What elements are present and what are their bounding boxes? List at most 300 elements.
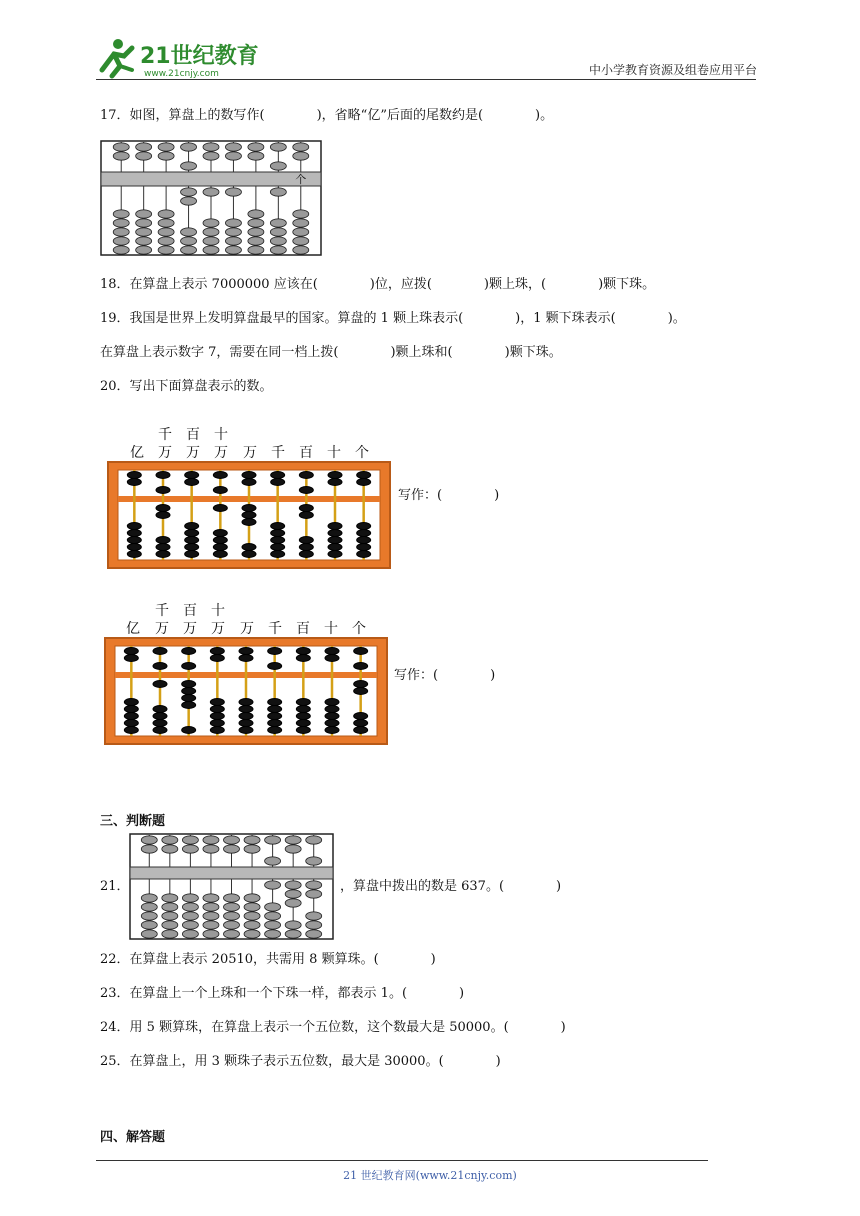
abacus-bead <box>153 720 167 727</box>
abacus-bead <box>124 727 138 734</box>
label-bottom: 万 <box>243 445 257 461</box>
abacus-bead <box>182 836 198 844</box>
abacus-bead <box>354 727 368 734</box>
abacus-bead <box>299 512 313 519</box>
abacus-bead <box>203 237 219 245</box>
abacus-bead <box>306 857 322 865</box>
abacus-bead <box>248 210 264 218</box>
abacus-bead <box>158 228 174 236</box>
abacus-bead <box>357 530 371 537</box>
abacus-bead <box>185 530 199 537</box>
abacus-bead <box>224 894 240 902</box>
abacus-bead <box>225 219 241 227</box>
abacus-bead <box>299 551 313 558</box>
abacus-bead <box>271 523 285 530</box>
label-bottom: 万 <box>240 621 254 637</box>
abacus-bead <box>182 702 196 709</box>
abacus-bead <box>268 699 282 706</box>
abacus-bead <box>203 912 219 920</box>
label-top: 十 <box>214 427 228 443</box>
abacus-bead <box>113 237 129 245</box>
abacus-bead <box>210 720 224 727</box>
abacus-bead <box>162 903 178 911</box>
abacus-bead <box>203 894 219 902</box>
abacus-bead <box>296 655 310 662</box>
abacus-bead <box>113 228 129 236</box>
abacus-bead <box>296 720 310 727</box>
abacus-orange-2 <box>103 636 389 750</box>
abacus-bead <box>306 921 322 929</box>
abacus-bead <box>242 512 256 519</box>
question-23: 23．在算盘上一个上珠和一个下珠一样，都表示 1。( ) <box>100 986 465 1001</box>
section-3-title: 三、判断题 <box>100 814 166 829</box>
abacus-bead <box>141 903 157 911</box>
abacus-bead <box>124 713 138 720</box>
abacus-bead <box>156 505 170 512</box>
abacus-bead <box>285 836 301 844</box>
abacus-bead <box>181 246 197 254</box>
abacus-bead <box>213 472 227 479</box>
abacus-bead <box>203 836 219 844</box>
abacus-bead <box>328 551 342 558</box>
abacus-bead <box>224 836 240 844</box>
abacus-bead <box>293 143 309 151</box>
abacus-bead <box>113 143 129 151</box>
abacus-bead <box>124 699 138 706</box>
abacus-bead <box>354 688 368 695</box>
abacus-bead <box>210 699 224 706</box>
abacus-bead <box>182 912 198 920</box>
abacus-bead <box>158 237 174 245</box>
abacus-bead <box>239 655 253 662</box>
logo-url: www.21cnjy.com <box>144 69 219 79</box>
abacus-bead <box>141 930 157 938</box>
abacus-bead <box>185 472 199 479</box>
abacus-bead <box>242 479 256 486</box>
abacus-bead <box>158 219 174 227</box>
label-bottom: 百 <box>296 621 310 637</box>
abacus-bead <box>270 246 286 254</box>
abacus-bead <box>325 699 339 706</box>
abacus-bead <box>265 857 281 865</box>
label-bottom: 个 <box>352 621 366 637</box>
abacus-bead <box>185 544 199 551</box>
abacus-bead <box>242 551 256 558</box>
abacus-bead <box>213 551 227 558</box>
abacus-bead <box>293 210 309 218</box>
abacus-bead <box>156 512 170 519</box>
abacus-bead <box>156 487 170 494</box>
abacus-bead <box>213 530 227 537</box>
abacus-bead <box>265 921 281 929</box>
abacus-bead <box>244 894 260 902</box>
abacus-bead <box>224 921 240 929</box>
abacus-bead <box>270 143 286 151</box>
abacus-bead <box>354 663 368 670</box>
abacus-bead <box>248 143 264 151</box>
question-19-line1: 19．我国是世界上发明算盘最早的国家。算盘的 1 颗上珠表示( )，1 颗下珠表示( )。 <box>100 311 686 326</box>
abacus-bead <box>136 228 152 236</box>
abacus-bead <box>268 706 282 713</box>
label-bottom: 十 <box>327 445 341 461</box>
abacus-bead <box>213 487 227 494</box>
abacus-bead <box>248 152 264 160</box>
abacus-bead <box>268 720 282 727</box>
abacus-bead <box>158 152 174 160</box>
abacus-bead <box>203 188 219 196</box>
abacus-bead <box>136 237 152 245</box>
question-21-number: 21． <box>100 879 130 894</box>
header-platform-text: 中小学教育资源及组卷应用平台 <box>588 63 757 77</box>
abacus-bead <box>203 152 219 160</box>
label-bottom: 千 <box>268 621 282 637</box>
question-18: 18．在算盘上表示 7000000 应该在( )位，应拨( )颗上珠，( )颗下珠。 <box>100 277 656 292</box>
label-bottom: 万 <box>158 445 172 461</box>
abacus-bead <box>225 237 241 245</box>
abacus-bead <box>153 706 167 713</box>
abacus-bead <box>224 903 240 911</box>
question-24: 24．用 5 颗算珠，在算盘上表示一个五位数，这个数最大是 50000。( ) <box>100 1020 566 1035</box>
abacus-bead <box>306 890 322 898</box>
abacus-bead <box>265 930 281 938</box>
header-divider <box>96 79 756 80</box>
abacus-bead <box>306 930 322 938</box>
abacus-bead <box>357 523 371 530</box>
abacus-bead <box>181 188 197 196</box>
write-answer-2: 写作：( ) <box>394 668 496 683</box>
abacus-bead <box>113 152 129 160</box>
abacus-bead <box>182 845 198 853</box>
abacus-bead <box>127 551 141 558</box>
abacus-bead <box>328 544 342 551</box>
abacus-bead <box>124 720 138 727</box>
abacus-bead <box>182 727 196 734</box>
abacus-bead <box>141 836 157 844</box>
abacus-bead <box>270 162 286 170</box>
abacus-bead <box>325 720 339 727</box>
abacus-bead <box>127 537 141 544</box>
question-25: 25．在算盘上，用 3 颗珠子表示五位数，最大是 30000。( ) <box>100 1054 501 1069</box>
abacus-bead <box>203 246 219 254</box>
abacus-bead <box>158 143 174 151</box>
abacus-bead <box>182 921 198 929</box>
abacus-bead <box>299 544 313 551</box>
abacus-bead <box>242 505 256 512</box>
abacus-bead <box>185 537 199 544</box>
abacus-bead <box>162 912 178 920</box>
abacus-bead <box>225 246 241 254</box>
abacus-bead <box>285 921 301 929</box>
label-top: 千 <box>155 603 169 619</box>
abacus-bead <box>185 523 199 530</box>
logo-text: 21世纪教育 <box>140 44 259 69</box>
abacus-bead <box>182 681 196 688</box>
abacus-gray-q17 <box>100 140 322 260</box>
abacus-bead <box>113 246 129 254</box>
label-bottom: 万 <box>183 621 197 637</box>
abacus-bead <box>268 713 282 720</box>
abacus-bead <box>182 930 198 938</box>
abacus-bead <box>357 472 371 479</box>
abacus-bead <box>141 912 157 920</box>
abacus-bead <box>270 237 286 245</box>
question-19-line2: 在算盘上表示数字 7，需要在同一档上拨( )颗上珠和( )颗下珠。 <box>100 345 562 360</box>
abacus-bead <box>296 648 310 655</box>
abacus-bead <box>225 143 241 151</box>
abacus-bead <box>185 479 199 486</box>
abacus-beam <box>130 867 333 879</box>
abacus-bead <box>124 655 138 662</box>
abacus-bead <box>248 228 264 236</box>
abacus-bead <box>285 899 301 907</box>
write-answer-1: 写作：( ) <box>398 488 500 503</box>
abacus-bead <box>213 537 227 544</box>
abacus-bead <box>239 713 253 720</box>
abacus-bead <box>224 912 240 920</box>
abacus-bead <box>239 706 253 713</box>
abacus-bead <box>141 921 157 929</box>
abacus-bead <box>181 143 197 151</box>
abacus-orange-1 <box>106 460 392 574</box>
label-bottom: 万 <box>211 621 225 637</box>
label-top: 百 <box>186 427 200 443</box>
abacus-bead <box>210 713 224 720</box>
abacus-bead <box>296 727 310 734</box>
question-22: 22．在算盘上表示 20510，共需用 8 颗算珠。( ) <box>100 952 436 967</box>
abacus-bead <box>141 845 157 853</box>
abacus-bead <box>293 246 309 254</box>
abacus-bead <box>213 544 227 551</box>
abacus-bead <box>271 472 285 479</box>
abacus-bead <box>244 836 260 844</box>
label-top: 千 <box>158 427 172 443</box>
abacus-bead <box>299 537 313 544</box>
abacus-bead <box>127 530 141 537</box>
abacus-bead <box>182 695 196 702</box>
abacus-bead <box>153 681 167 688</box>
abacus-bead <box>244 912 260 920</box>
abacus-bead <box>182 894 198 902</box>
abacus-bead <box>127 479 141 486</box>
label-bottom: 万 <box>186 445 200 461</box>
abacus-bead <box>239 648 253 655</box>
abacus-bead <box>210 648 224 655</box>
abacus-bead <box>242 544 256 551</box>
runner-icon <box>102 39 132 76</box>
footer-divider <box>96 1160 708 1161</box>
abacus-bead <box>265 836 281 844</box>
abacus-bead <box>181 197 197 205</box>
label-top: 十 <box>211 603 225 619</box>
abacus-bead <box>156 472 170 479</box>
abacus-bead <box>182 663 196 670</box>
abacus-bead <box>239 699 253 706</box>
abacus-bead <box>296 713 310 720</box>
abacus-bead <box>113 219 129 227</box>
abacus-bead <box>325 648 339 655</box>
abacus-bead <box>285 845 301 853</box>
label-top: 百 <box>183 603 197 619</box>
abacus-bead <box>156 544 170 551</box>
label-bottom: 千 <box>271 445 285 461</box>
label-bottom: 十 <box>324 621 338 637</box>
abacus-bead <box>271 544 285 551</box>
abacus-bead <box>156 537 170 544</box>
label-bottom: 百 <box>299 445 313 461</box>
section-4-title: 四、解答题 <box>100 1130 166 1145</box>
abacus-bead <box>113 210 129 218</box>
abacus-bead <box>325 713 339 720</box>
abacus-bead <box>270 228 286 236</box>
abacus-bead <box>270 188 286 196</box>
abacus-bead <box>325 706 339 713</box>
abacus-bead <box>136 210 152 218</box>
abacus-bead <box>153 648 167 655</box>
abacus-bead <box>268 648 282 655</box>
abacus-bead <box>328 523 342 530</box>
abacus-bead <box>162 845 178 853</box>
abacus-bead <box>239 720 253 727</box>
abacus-bead <box>213 505 227 512</box>
abacus-bead <box>162 836 178 844</box>
abacus-bead <box>225 228 241 236</box>
abacus-bead <box>354 713 368 720</box>
abacus-bead <box>225 152 241 160</box>
abacus-bead <box>124 648 138 655</box>
abacus-bead <box>136 152 152 160</box>
abacus-bead <box>182 903 198 911</box>
abacus-bead <box>185 551 199 558</box>
abacus-bead <box>271 551 285 558</box>
abacus-bead <box>242 519 256 526</box>
abacus-bead <box>210 655 224 662</box>
abacus-beam <box>101 172 321 186</box>
abacus-bead <box>203 845 219 853</box>
abacus-bead <box>203 903 219 911</box>
abacus-bead <box>239 727 253 734</box>
abacus-bead <box>285 890 301 898</box>
abacus-bead <box>181 228 197 236</box>
abacus-bead <box>268 727 282 734</box>
question-17: 17．如图，算盘上的数写作( )，省略“亿”后面的尾数约是( )。 <box>100 108 554 123</box>
abacus-bead <box>265 903 281 911</box>
abacus-bead <box>268 663 282 670</box>
abacus-bead <box>265 912 281 920</box>
label-bottom: 个 <box>355 445 369 461</box>
abacus-bead <box>136 143 152 151</box>
abacus-bead <box>357 544 371 551</box>
abacus-bead <box>156 551 170 558</box>
footer-text: 21 世纪教育网(www.21cnjy.com) <box>343 1169 517 1182</box>
question-21-text: ，算盘中拨出的数是 637。( ) <box>340 879 562 894</box>
unit-label: 个 <box>295 173 307 186</box>
abacus-bead <box>210 706 224 713</box>
abacus-bead <box>296 699 310 706</box>
abacus-bead <box>244 903 260 911</box>
abacus-bead <box>293 152 309 160</box>
abacus-bead <box>242 472 256 479</box>
abacus-bead <box>271 479 285 486</box>
abacus-bead <box>296 706 310 713</box>
abacus-bead <box>293 219 309 227</box>
abacus-bead <box>136 246 152 254</box>
abacus-bead <box>244 930 260 938</box>
abacus-bead <box>181 237 197 245</box>
abacus-bead <box>299 472 313 479</box>
abacus-bead <box>306 836 322 844</box>
abacus-bead <box>328 479 342 486</box>
abacus-bead <box>328 537 342 544</box>
abacus-bead <box>127 523 141 530</box>
abacus-bead <box>153 663 167 670</box>
abacus-bead <box>224 930 240 938</box>
abacus-bead <box>203 143 219 151</box>
abacus-bead <box>271 537 285 544</box>
abacus-bead <box>325 727 339 734</box>
abacus-bead <box>285 881 301 889</box>
abacus-bead <box>271 530 285 537</box>
abacus-bead <box>182 688 196 695</box>
abacus-bead <box>203 219 219 227</box>
abacus-bead <box>203 228 219 236</box>
question-20: 20．写出下面算盘表示的数。 <box>100 379 273 394</box>
abacus-bead <box>244 921 260 929</box>
abacus-bead <box>357 537 371 544</box>
abacus-bead <box>299 487 313 494</box>
abacus-gray-q21 <box>129 833 334 944</box>
abacus-bead <box>158 210 174 218</box>
abacus-bead <box>153 727 167 734</box>
abacus-bead <box>306 912 322 920</box>
abacus-bead <box>141 894 157 902</box>
abacus-bead <box>299 505 313 512</box>
abacus-bead <box>328 472 342 479</box>
abacus-bead <box>325 655 339 662</box>
abacus-bead <box>162 921 178 929</box>
label-bottom: 万 <box>214 445 228 461</box>
abacus-bead <box>328 530 342 537</box>
label-bottom: 亿 <box>126 621 140 637</box>
abacus-bead <box>182 648 196 655</box>
abacus-bead <box>162 894 178 902</box>
abacus-bead <box>210 727 224 734</box>
abacus-bead <box>162 930 178 938</box>
abacus-bead <box>124 706 138 713</box>
abacus-bead <box>244 845 260 853</box>
abacus-bead <box>127 472 141 479</box>
abacus-bead <box>158 246 174 254</box>
abacus-bead <box>203 930 219 938</box>
abacus-bead <box>225 188 241 196</box>
abacus-bead <box>248 219 264 227</box>
abacus-bead <box>136 219 152 227</box>
abacus-bead <box>203 921 219 929</box>
site-logo <box>96 36 266 82</box>
abacus-bead <box>224 845 240 853</box>
abacus-bead <box>153 713 167 720</box>
abacus-bead <box>293 237 309 245</box>
abacus-bead <box>248 246 264 254</box>
abacus-bead <box>357 551 371 558</box>
abacus-bead <box>265 881 281 889</box>
abacus-bead <box>354 720 368 727</box>
abacus-bead <box>181 162 197 170</box>
abacus-bead <box>293 228 309 236</box>
abacus-bead <box>354 648 368 655</box>
abacus-bead <box>354 681 368 688</box>
abacus-bead <box>306 881 322 889</box>
label-bottom: 万 <box>155 621 169 637</box>
